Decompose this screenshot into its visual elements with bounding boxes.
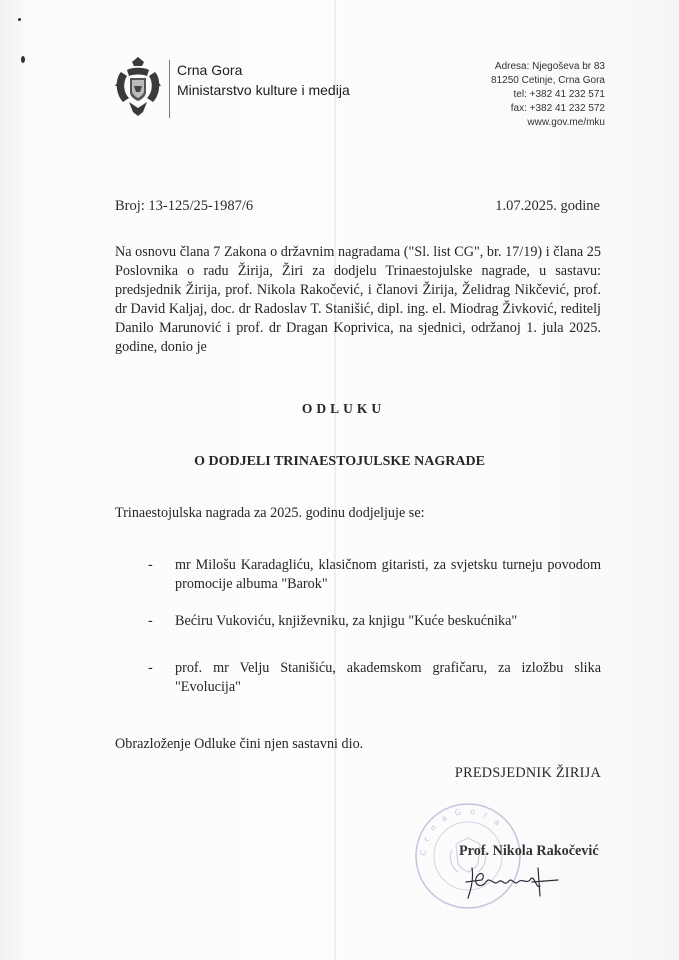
contact-city: 81250 Cetinje, Crna Gora (491, 75, 605, 86)
reference-number: Broj: 13-125/25-1987/6 (115, 198, 254, 214)
document-date: 1.07.2025. godine (495, 198, 600, 214)
award-item (148, 612, 601, 631)
list-dash: - (148, 660, 153, 676)
award-item (148, 556, 601, 594)
decision-subtitle: O DODJELI TRINAESTOJULSKE NAGRADE (194, 454, 485, 469)
contact-web: www.gov.me/mku (527, 117, 605, 128)
punch-hole-mark (21, 56, 25, 63)
list-dash: - (148, 557, 153, 573)
award-text: mr Milošu Karadagliću, klasičnom gitaristi, za svjetsku turneju povodom promocije albuma "Barok" (175, 557, 601, 592)
contact-fax: fax: +382 41 232 572 (510, 103, 605, 114)
scan-fold-line (334, 0, 336, 960)
handwritten-signature-icon (462, 860, 562, 900)
preamble-paragraph: Na osnovu člana 7 Zakona o državnim nagradama ("Sl. list CG", br. 17/19) i člana 25 Poslovnika o radu Žirija, Žiri za dodjelu Trinaestojulske nagrade, u sastavu: predsjednik Žirija, prof. Nikola Rakočević, i članovi Žirija, Želidrag Nikčević, prof. dr David Kaljaj, doc. dr Radoslav T. Stanišić, dipl. ing. el. Miodrag Živković, reditelj Danilo Marunović i prof. dr Dragan Koprivica, na sjednici, održanoj 1. jula 2025. godine, donio je (115, 244, 601, 355)
letterhead-divider (169, 60, 170, 118)
reference-line (115, 198, 600, 215)
awards-intro: Trinaestojulska nagrada za 2025. godinu dodjeljuje se: (115, 505, 425, 521)
list-dash: - (148, 613, 153, 629)
contact-address: Adresa: Njegoševa br 83 (494, 61, 605, 72)
award-text: Bećiru Vukoviću, književniku, za knjigu "Kuće beskućnika" (175, 613, 518, 629)
coat-of-arms-icon (113, 56, 163, 118)
decision-title: ODLUKU (301, 401, 386, 416)
award-item (148, 659, 601, 697)
signatory-title: PREDSJEDNIK ŽIRIJA (454, 765, 601, 781)
award-text: prof. mr Velju Stanišiću, akademskom grafičaru, za izložbu slika "Evolucija" (175, 660, 601, 695)
country-name: Crna Gora (177, 62, 243, 78)
ministry-name: Ministarstvo kulture i medija (177, 82, 350, 98)
contact-block (491, 60, 605, 130)
contact-tel: tel: +382 41 232 571 (513, 89, 605, 100)
organization-block (177, 60, 350, 100)
svg-text:C r n a G o r a: C r n a G o r a (418, 806, 505, 857)
punch-hole-mark (18, 18, 21, 21)
signatory-name: Prof. Nikola Rakočević (459, 843, 599, 859)
closing-statement: Obrazloženje Odluke čini njen sastavni dio. (115, 736, 364, 752)
